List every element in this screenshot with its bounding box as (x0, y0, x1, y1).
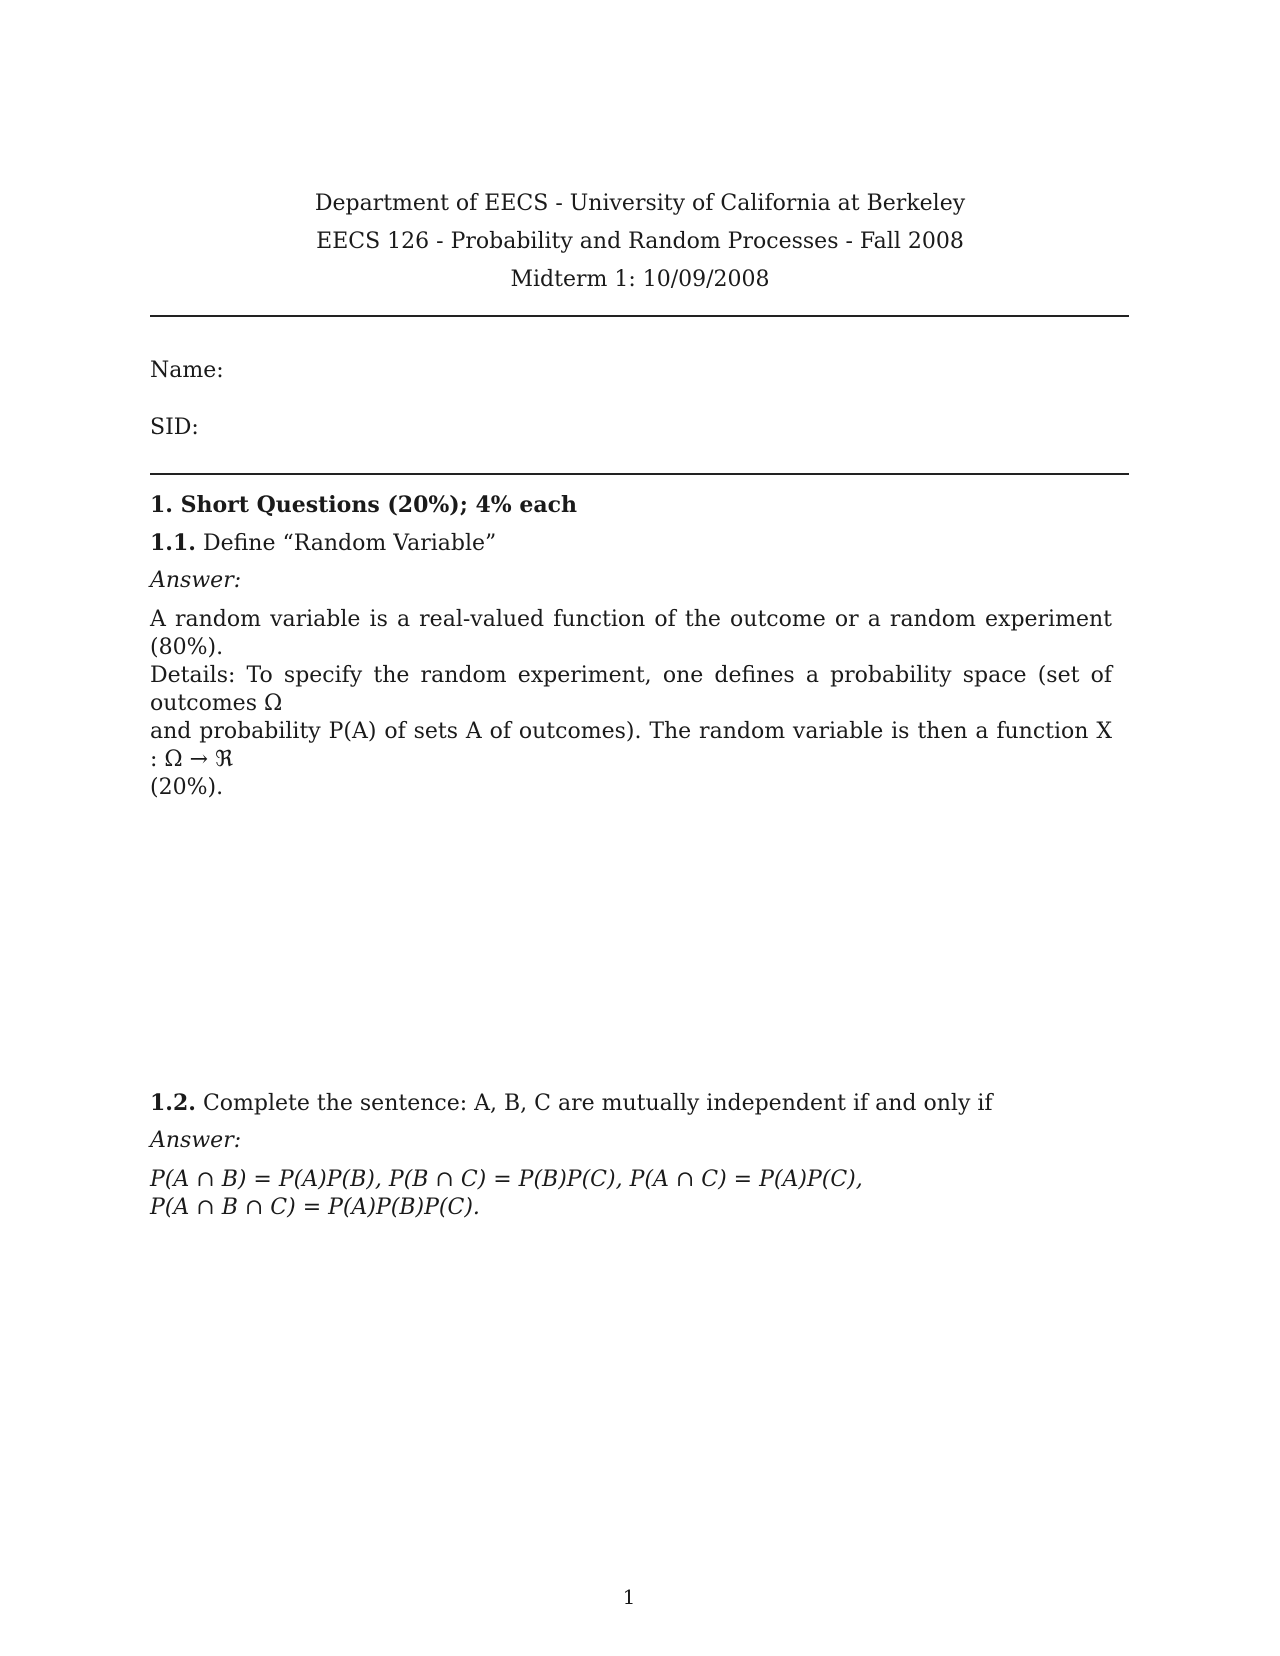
answer-line: P(A ∩ B) = P(A)P(B), P(B ∩ C) = P(B)P(C), P(A ∩ C) = P(A)P(C), (150, 1167, 863, 1192)
answer-line: Details: To specify the random experiment, one defines a probability space (set of outcomes Ω (150, 663, 1112, 716)
answer-label: Answer: (150, 568, 242, 593)
answer-line: A random variable is a real-valued function of the outcome or a random experiment (80%). (150, 607, 1112, 660)
page-number: 1 (622, 1585, 636, 1609)
answer-text-1-2 (150, 1166, 1112, 1222)
question-1-2 (150, 1090, 993, 1116)
top-divider (150, 315, 1129, 317)
answer-label: Answer: (150, 1128, 242, 1153)
question-1-1 (150, 530, 496, 556)
name-label: Name: (150, 358, 224, 383)
exam-header (150, 185, 1130, 299)
answer-line: (20%). (150, 775, 224, 800)
question-number: 1.2. (150, 1090, 196, 1116)
bottom-divider (150, 473, 1129, 475)
question-prompt: Complete the sentence: A, B, C are mutually independent if and only if (202, 1091, 993, 1116)
sid-label: SID: (150, 415, 199, 440)
question-number: 1.1. (150, 530, 196, 556)
answer-line: and probability P(A) of sets A of outcomes). The random variable is then a function X : Ω → ℜ (150, 719, 1112, 772)
header-course: EECS 126 - Probability and Random Processes - Fall 2008 (316, 229, 964, 254)
answer-text-1-1 (150, 606, 1112, 802)
question-prompt: Define “Random Variable” (202, 531, 497, 556)
answer-line: P(A ∩ B ∩ C) = P(A)P(B)P(C). (150, 1195, 480, 1220)
header-department: Department of EECS - University of California at Berkeley (314, 191, 966, 216)
section-title: 1. Short Questions (20%); 4% each (150, 492, 578, 518)
header-exam-date: Midterm 1: 10/09/2008 (510, 267, 770, 292)
